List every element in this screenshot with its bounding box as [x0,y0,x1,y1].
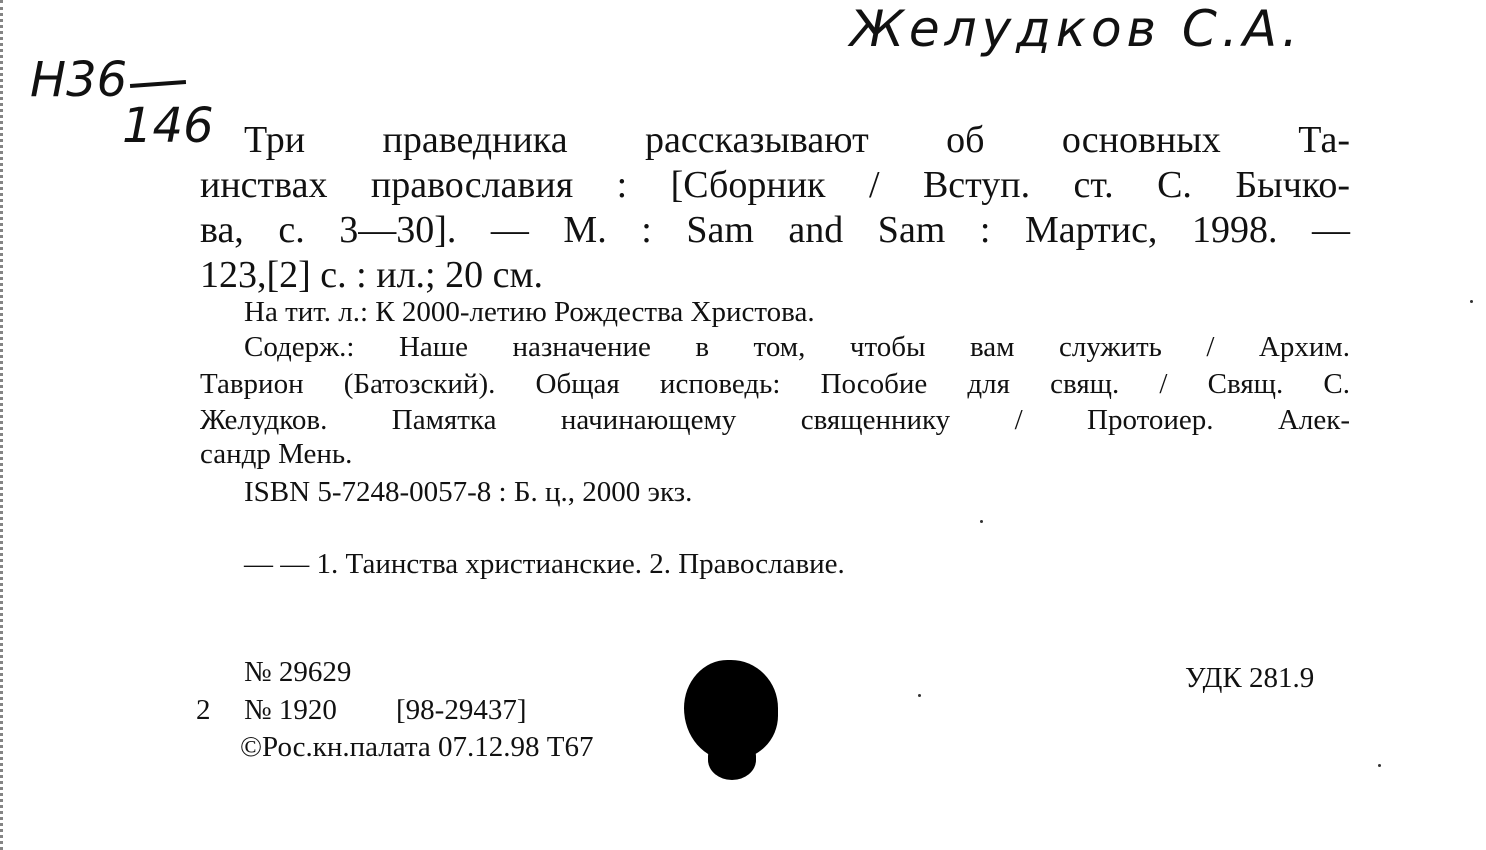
speck [1470,300,1473,303]
title-line-4: 123,[2] с. : ил.; 20 см. [200,254,544,296]
ink-blot-tail [708,740,756,780]
udk-code: УДК 281.9 [1185,662,1315,694]
handwritten-author: Желудков С.А. [850,0,1303,58]
speck [918,694,921,697]
contents-line-3: Желудков. Памятка начинающему священнику / Протоиер. Алек- [200,404,1350,436]
handwritten-shelf-mark-bottom: 146 [122,98,214,154]
title-line-3: ва, с. 3—30]. — М. : Sam and Sam : Мартис, 1998. — [200,209,1350,251]
title-line-1: Три праведника рассказывают об основных Та- [244,119,1350,161]
number-2: № 1920 [244,694,337,726]
book-chamber-stamp: ©Рос.кн.палата 07.12.98 Т67 [240,731,594,763]
registration-number: [98-29437] [396,694,527,726]
handwritten-shelf-mark-top: Н36 [30,52,128,108]
subject-headings: — — 1. Таинства христианские. 2. Православие. [244,548,845,580]
contents-line-4: сандр Мень. [200,438,353,470]
title-page-note: На тит. л.: К 2000-летию Рождества Христова. [244,296,815,328]
isbn-line: ISBN 5-7248-0057-8 : Б. ц., 2000 экз. [244,476,693,508]
card-edge [0,0,7,850]
speck [980,520,983,523]
contents-line-1: Содерж.: Наше назначение в том, чтобы вам служить / Архим. [244,331,1350,363]
shelf-mark-line [130,80,186,88]
number-1: № 29629 [244,656,352,688]
title-line-2: инствах православия : [Сборник / Вступ. ст. С. Бычко- [200,164,1350,206]
speck [1378,764,1381,767]
card-count: 2 [196,694,211,726]
contents-line-2: Таврион (Батозский). Общая исповедь: Пособие для свящ. / Свящ. С. [200,368,1350,400]
